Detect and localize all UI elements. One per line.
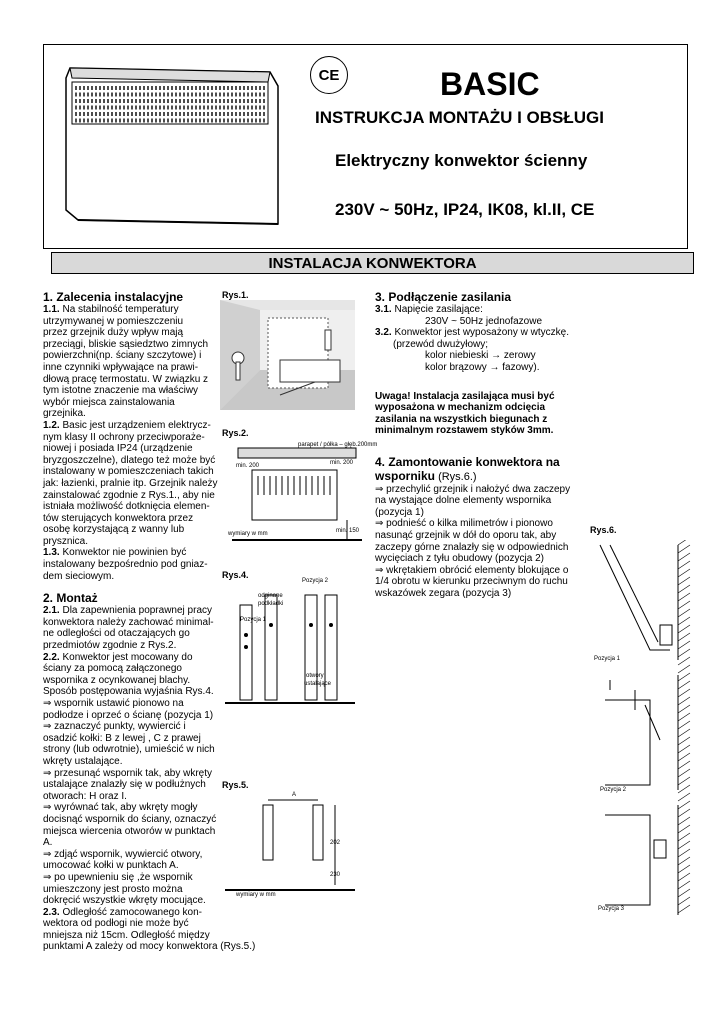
text-line: Na stabilność temperatury [62, 304, 179, 315]
text-line: punktami A zależy od mocy konwektora (Rys.5.) [43, 941, 256, 953]
text-line: powierzchni(np. ściany szczytowe) i [43, 350, 202, 362]
text-line: inne czynniki wpływające na prawi- [43, 361, 199, 373]
text-line: ⇒ podnieść o kilka milimetrów i pionowo [375, 518, 553, 530]
section-3-1: 3.1. Napięcie zasilające: [375, 304, 483, 315]
text-line: istniała możliwość dotknięcia elemen- [43, 501, 210, 513]
text-line: Sposób postępowania wyjaśnia Rys.4. [43, 686, 214, 698]
text-line: ⇒ po upewnieniu się ,że wspornik [43, 871, 193, 883]
text-line: umocować kołki w punktach A. [43, 860, 179, 872]
text-line: na wystające dolne elementy wspornika [375, 495, 552, 507]
text-line: (pozycja 1) [375, 506, 424, 518]
rys1-bathroom-figure [220, 300, 355, 410]
text-line: przedmiotów zgodnie z Rys.2. [43, 640, 177, 652]
text-line: Konwektor jest mocowany do [62, 651, 193, 663]
rys6-label: Rys.6. [590, 525, 617, 535]
rys4-label: Rys.4. [222, 570, 249, 580]
text-line: zainstalować zgodnie z Rys.1., aby nie [43, 489, 215, 501]
text-line: nasunąć grzejnik w dół do oporu tak, aby [375, 529, 557, 541]
text-line: Odległość zamocowanego kon- [62, 906, 202, 918]
text-line: osadzić kołki: B z lewej , C z prawej [43, 732, 201, 744]
text-line: ⇒ wyrównać tak, aby wkręty mogły [43, 802, 198, 814]
document-title: BASIC [440, 66, 540, 102]
text-line: dem sieciowym. [43, 570, 115, 582]
section-2-1: 2.1. Dla zapewnienia poprawnej pracy konwektora należy zachować minimal- ne odległości od otaczających go przedmiotów zgodnie z Rys.2. [43, 605, 214, 652]
section-bar: INSTALACJA KONWEKTORA [51, 252, 694, 274]
rys2-top-label: parapet / półka – głęb.200mm [298, 442, 378, 448]
rys5-202: 202 [330, 840, 341, 846]
section-3-2-sub: (przewód dwużyłowy; [393, 338, 489, 350]
text-line: otworach: H oraz I. [43, 790, 127, 802]
text-line: przeciągi, bliskie sąsiedztwo zimnych [43, 338, 209, 350]
rys2-min200-left: min. 200 [236, 463, 260, 469]
text-line: ⇒ zaznaczyć punkty, wywiercić i [43, 721, 186, 733]
section-1-heading: 1. Zalecenia instalacyjne [43, 290, 184, 304]
text-line: minimalnym rozstawem styków 3mm. [375, 425, 554, 437]
text-line: Konwektor nie powinien być [62, 547, 187, 559]
text-line: grzejnika. [43, 408, 86, 420]
section-1-1: 1.1. Na stabilność temperatury utrzymywanej w pomieszczeniu przez grzejnik duży wpływ mają przeciągi, bliskie sąsiedztwo zimnych powierzchni(np. ściany szczytowe) i inne czynniki wpływające na prawi- dłową pracę termostatu. W związku z tym istotne znaczenie ma właściwy wybór miejsca zainstalowania grzejnika. [43, 304, 209, 420]
text-line: utrzymywanej w pomieszczeniu [43, 315, 184, 327]
text-line: ściany za pomocą załączonego [43, 663, 182, 675]
text-line: wyposażona w mechanizm odcięcia [375, 402, 546, 414]
text-line: ustalające znalazły się w podłużnych [43, 779, 206, 791]
text-line: zaczepy górne znalazły się w odpowiednich [375, 541, 569, 553]
product-specs: 230V ~ 50Hz, IP24, IK08, kl.II, CE [335, 200, 595, 219]
text-line: wspornika z ocynkowanej blachy. [43, 674, 191, 686]
document-subtitle: INSTRUKCJA MONTAŻU I OBSŁUGI [315, 108, 604, 127]
text-line: konwektora należy zachować minimal- [43, 616, 214, 628]
convector-illustration [62, 60, 282, 230]
text-line: ⇒ przesunąć wspornik tak, aby wkręty [43, 767, 212, 779]
text-line: wybór miejsca zainstalowania [43, 396, 175, 408]
wire-blue: kolor niebieski → zerowy [425, 350, 536, 362]
rys5-a: A [292, 792, 297, 798]
text-line: tym istotne znaczenie ma właściwy [43, 385, 199, 397]
rys2-min150: min. 150 [336, 528, 360, 534]
text-line: instalowany bezpośrednio pod gniaz- [43, 559, 208, 571]
right-column [375, 290, 595, 599]
rys2-min200-right: min. 200 [330, 460, 354, 466]
text-line: ⇒ przechylić grzejnik i nałożyć dwa zaczepy [375, 483, 571, 495]
text-line: A. [43, 837, 53, 849]
text-line: ⇒ zdjąć wspornik, wywiercić otwory, [43, 848, 203, 860]
section-1-2: 1.2. Basic jest urządzeniem elektrycz- nym klasy II ochrony przeciwporaże- niowej i posiada IP24 (urządzenie bryzgoszczelne), dlatego też może być instalowany w pomieszczeniach takich jak: łazienki, pralnie itp. Grzejnik należy zainstalować zgodnie z Rys.1., aby nie istniała możliwość dotknięcia elemen- tów sterujących konwektora przez osobę korzystającą z wanny lub prysznica. [43, 419, 218, 547]
text-line: 1/4 obrotu w kierunku przeciwnym do ruchu [375, 576, 568, 588]
wire-brown: kolor brązowy → fazowy). [425, 361, 540, 373]
text-line: przez grzejnik duży wpływ mają [43, 327, 184, 339]
section-3-1-value: 230V ~ 50Hz jednofazowe [425, 315, 543, 327]
ce-mark: CE [310, 56, 348, 94]
rys4-bracket-figure [225, 585, 355, 710]
text-line: dłową pracę termostatu. W związku z [43, 373, 209, 385]
text-line: umieszczony jest prosto można [43, 883, 183, 895]
product-name: Elektryczny konwektor ścienny [335, 151, 588, 170]
section-4-heading-line2: wsporniku (Rys.6.) [375, 468, 477, 483]
rys6-mounting-figure [590, 540, 698, 920]
rys4-otwory: otwory [306, 673, 324, 679]
text-line: docisnąć wspornik do ściany, oznaczyć [43, 813, 217, 825]
text-line: Uwaga! Instalacja zasilająca musi być [375, 390, 555, 402]
section-4-heading: 4. Zamontowanie konwektora na [375, 454, 560, 469]
rys4-odginane: odginane [258, 593, 283, 599]
text-line: ⇒ wspornik ustawić pionowo na [43, 698, 184, 709]
text-line: jak: łazienki, pralnie itp. Grzejnik należy [43, 477, 218, 489]
rys2-wymiary: wymiary w mm [228, 531, 268, 537]
rys1-label: Rys.1. [222, 290, 249, 300]
text-line: mniejsza niż 15cm. Odległość między [43, 929, 210, 941]
section-1-3: 1.3. Konwektor nie powinien być instalowany bezpośrednio pod gniaz- dem sieciowym. [43, 547, 208, 582]
text-line: instalowany w pomieszczeniach takich [43, 466, 214, 478]
text-line: wycięciach z tyłu obudowy (pozycja 2) [375, 553, 544, 565]
rys5-wymiary: wymiary w mm [236, 892, 276, 898]
section-2-heading: 2. Montaż [43, 591, 98, 606]
text-line: wektora od podłogi nie może być [43, 918, 189, 930]
text-line: nym klasy II ochrony przeciwporaże- [43, 431, 205, 443]
rys2-label: Rys.2. [222, 428, 249, 438]
text-line: wkręty ustalające. [43, 755, 123, 767]
text-line: ne odległości od otaczających go [43, 628, 190, 640]
section-2-3: 2.3. Odległość zamocowanego kon- wektora od podłogi nie może być mniejsza niż 15cm. Odległość między punktami A zależy od mocy konwektora (Rys.5.) [43, 906, 256, 953]
text-line: bryzgoszczelne), dlatego też może być [43, 454, 216, 466]
text-line: strony (lub odwrotnie), umieścić w nich [43, 744, 215, 756]
section-3-2: 3.2. Konwektor jest wyposażony w wtyczkę. [375, 327, 569, 339]
rys6-pozycja2: Pozycja 2 [600, 787, 627, 793]
text-line: podłodze i oprzeć o ścianę (pozycja 1) [43, 709, 214, 721]
rys4-pozycja2: Pozycja 2 [302, 578, 329, 584]
text-line: Dla zapewnienia poprawnej pracy [62, 605, 212, 617]
section-2-2: 2.2. Konwektor jest mocowany do ściany za pomocą załączonego wspornika z ocynkowanej blachy. Sposób postępowania wyjaśnia Rys.4. ⇒ wspornik ustawić pionowo na podłodze i oprzeć o ścianę (pozycja 1) ⇒ zaznaczyć punkty, wywiercić i osadzić kołki: B z lewej , C z prawej strony (lub odwrotnie), umieścić w nich wkręty ustalające. ⇒ przesunąć wspornik tak, aby wkręty ustalające znalazły się w podłużnych otworach: H oraz I. ⇒ wyrównać tak, aby wkręty mogły docisnąć wspornik do ściany, oznaczyć miejsca wiercenia otworów w punktach A. ⇒ zdjąć wspornik, wywiercić otwory, umocować kołki w punktach A. ⇒ po upewnieniu się ,że wspornik umieszczony jest prosto można dokręcić wszystkie wkręty mocujące. [43, 651, 217, 907]
rys5-230: 230 [330, 872, 341, 878]
text-line: wskazówek zegara (pozycja 3) [375, 587, 512, 599]
text-line: ⇒ wkrętakiem obrócić elementy blokujące o [375, 564, 569, 576]
text-line: Basic jest urządzeniem elektrycz- [62, 419, 211, 431]
text-line: niowej i posiada IP24 (urządzenie [43, 443, 193, 455]
text-line: prysznica. [43, 535, 89, 547]
text-line: osobę korzystającą z wanny lub [43, 524, 185, 536]
rys6-pozycja3: Pozycja 3 [598, 906, 625, 912]
rys5-label: Rys.5. [222, 780, 249, 790]
rys4-podkladki: podkładki [258, 601, 284, 607]
section-4-steps [375, 484, 595, 600]
rys6-pozycja1: Pozycja 1 [594, 656, 621, 662]
section-3-heading: 3. Podłączenie zasilania [375, 290, 512, 304]
text-line: dokręcić wszystkie wkręty mocujące. [43, 895, 206, 907]
rys4-ustalajace: ustalające [304, 681, 332, 687]
warning-text [375, 391, 595, 437]
text-line: zasilania na wszystkich biegunach z [375, 413, 548, 425]
rys4-pozycja1: Pozycja 1 [240, 617, 267, 623]
text-line: miejsca wiercenia otworów w punktach [43, 825, 216, 837]
text-line: tów sterujących konwektora przez [43, 512, 194, 524]
